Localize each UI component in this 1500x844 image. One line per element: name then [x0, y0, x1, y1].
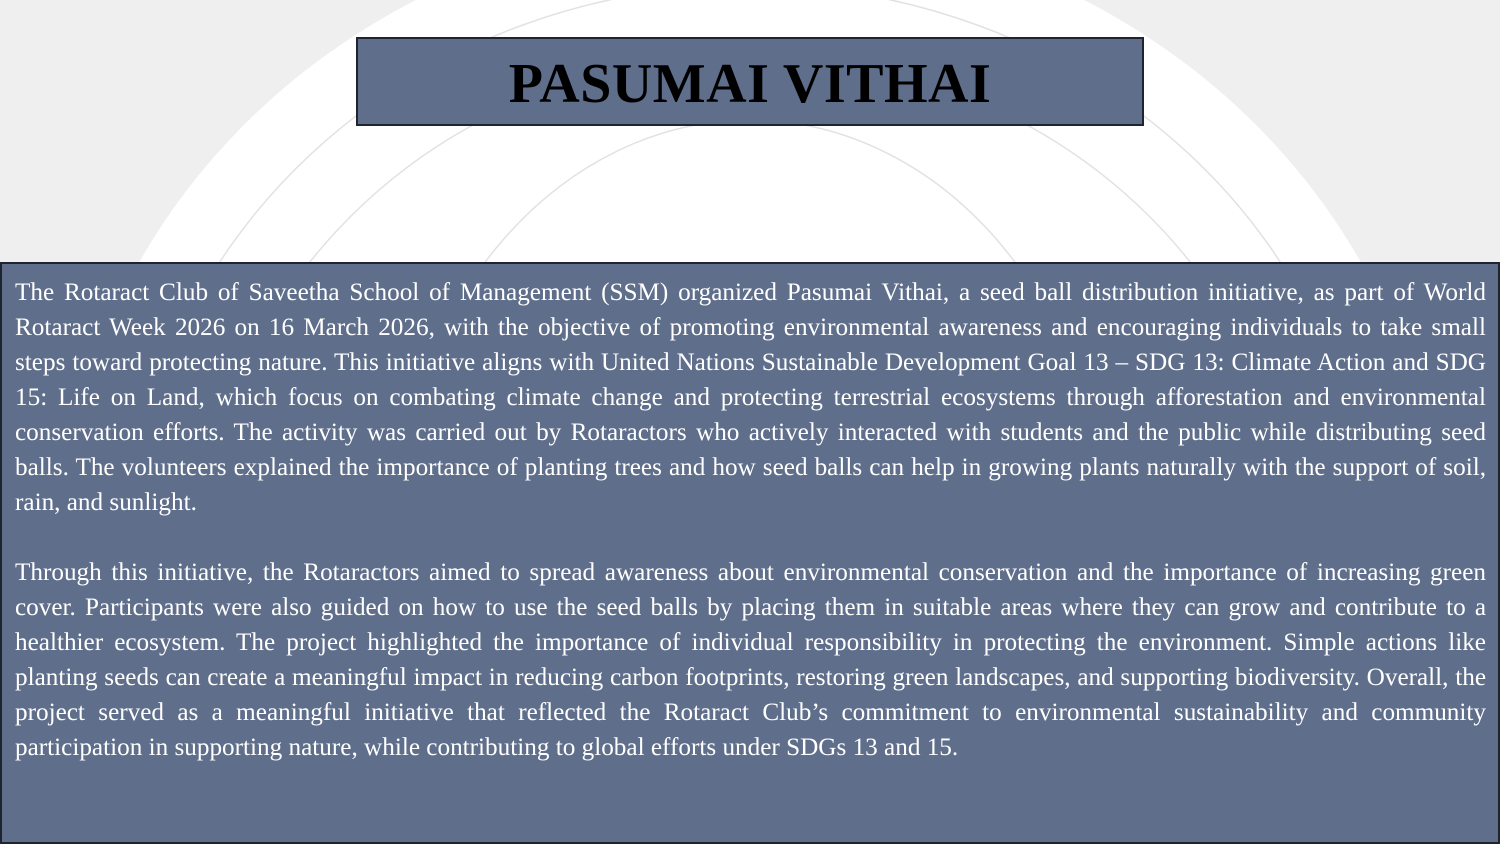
paragraph-1: The Rotaract Club of Saveetha School of Management (SSM) organized Pasumai Vithai, a seed ball distribution initiative, as part of World Rotaract Week 2026 on 16 March 2026, with the objective of promoting environmental awareness and encouraging individuals to take small steps toward protecting nature. This initiative aligns with United Nations Sustainable Development Goal 13 – SDG 13: Climate Action and SDG 15: Life on Land, which focus on combating climate change and protecting terrestrial ecosystems through afforestation and environmental conservation efforts. The activity was carried out by Rotaractors who actively interacted with students and the public while distributing seed balls. The volunteers explained the importance of planting trees and how seed balls can help in growing plants naturally with the support of soil, rain, and sunlight. — [15, 279, 1486, 516]
page-title: PASUMAI VITHAI — [508, 52, 992, 115]
content-text — [15, 275, 1486, 765]
paragraph-2: Through this initiative, the Rotaractors aimed to spread awareness about environmental conservation and the importance of increasing green cover. Participants were also guided on how to use the seed balls by placing them in suitable areas where they can grow and contribute to a healthier ecosystem. The project highlighted the importance of individual responsibility in protecting the environment. Simple actions like planting seeds can create a meaningful impact in reducing carbon footprints, restoring green landscapes, and supporting biodiversity. Overall, the project served as a meaningful initiative that reflected the Rotaract Club’s commitment to environmental sustainability and community participation in supporting nature, while contributing to global efforts under SDGs 13 and 15. — [15, 559, 1486, 761]
content-panel — [0, 262, 1500, 844]
title-banner — [356, 37, 1144, 126]
